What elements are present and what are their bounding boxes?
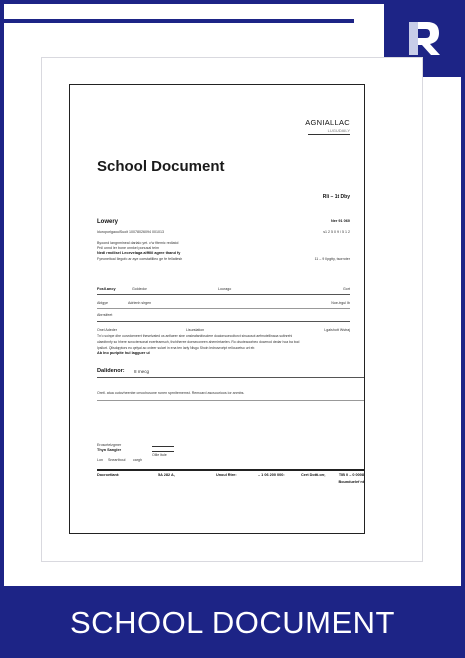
signature-box: Ollle ltule	[152, 453, 167, 457]
para-line-1: Tn'o soinpe dhe ourvokeneert theselvated os anfiaeer sine onsleafanifosclere doaionsuecoltorct siruausot aefmutellinaoa sultnrehi	[97, 334, 293, 338]
totals-label-2: Unoul Rtre:	[216, 473, 237, 477]
table-header-4: Gort	[343, 287, 350, 291]
signature-row-1: Lon	[97, 458, 103, 462]
para-line-3: Ipsllurt. Qlisdqrptors eu qelyal ao ovleer sulcel in ena ten larly Nlsgu Shoin lednuvrortpt rellouoetso urt elr.	[97, 346, 256, 350]
section-line-3: Nedl rmdlisel Lecevelaga alffilil agree thand fy	[97, 251, 181, 255]
brand-sub: LUGUDAILY	[327, 128, 350, 133]
top-accent-bar	[4, 19, 354, 23]
signature-row-2: Sneartboul	[108, 458, 126, 462]
para-line-2: ulaedtnnfy so hhere scroctersonat ecerfeamsoh, thchiheree doeseconeen ahernirrtaelen. Ro olsoteaoorbeo dowmod dedar hoa ba bod	[97, 340, 300, 344]
note-rule	[97, 400, 364, 401]
right-code-2: s1 2 5 0 9 / 5 1 2	[323, 230, 350, 234]
totals-label: Docroetlant:	[97, 473, 120, 477]
r-logo-icon	[405, 18, 445, 58]
table-row2-label: Abrrsifeet	[97, 313, 113, 317]
totals-label-3: Cert Dotti.orr,	[301, 473, 326, 477]
right-code-1: Ner 91 060	[331, 219, 350, 223]
section-heading: Lowery	[97, 219, 119, 225]
signature-line-2	[152, 451, 174, 452]
para-label-3: Lgalshott Wstraj	[324, 328, 350, 332]
document-sheet	[69, 84, 365, 534]
brand-name: AGNIALLAC	[305, 118, 350, 127]
table-cell-2: Adrlenh slrgen	[128, 301, 152, 305]
table-header-2: Goldedor	[132, 287, 147, 291]
table-header-1: Fosll.ancy	[97, 287, 116, 291]
table-rule-2	[97, 308, 350, 309]
dividend-value: 8 mecg	[134, 369, 150, 374]
table-cell-3: Noe-trgul Ib	[331, 301, 350, 305]
table-rule-1	[97, 294, 350, 295]
totals-value-2: – 1 06 200 000:	[258, 473, 285, 477]
dividend-label: Dalidenor:	[97, 368, 125, 374]
section-line-2: Pnil unnd ler bone onnkel ponusal teim	[97, 246, 159, 250]
table-rule-3	[97, 321, 350, 322]
para-line-4: Ab Ino puripite hul lagguer ul	[97, 351, 150, 355]
section-line-4: Fyeoneitoal Ilegofo ar aye coestatillieo ge fe fellatlesh	[97, 257, 183, 261]
dividend-rule	[97, 377, 364, 378]
reference-line: lduroporlgaoulSuoit 10078026094 001013	[97, 230, 164, 234]
right-note: 11 – 9 Ilpgtty, tsorroter	[314, 257, 350, 261]
totals-value-1: 5A 282 A,	[158, 473, 175, 477]
signature-line-1	[152, 446, 174, 447]
para-label-1: Onel Adeder	[97, 328, 117, 332]
table-header-3: Lourago	[218, 287, 232, 291]
totals-rule	[97, 469, 364, 471]
totals-sub: Bounduelef nt	[338, 480, 364, 484]
document-title: School Document	[97, 158, 225, 175]
signature-label-2: Thyn Sangler	[97, 448, 122, 452]
note-line: Oretl. atua outovheenbe cmochusone runen sprnitememst. Remoard ascsourioos ior anmbs.	[97, 391, 245, 395]
signature-row-3: cargh	[133, 458, 142, 462]
section-line-1: Byoond langnmineal darlalo yet. c'w fitemic rediatol	[97, 241, 179, 245]
date-ref: Rli – 1t Dby	[322, 194, 350, 200]
table-cell-1: Ablgye	[97, 301, 108, 305]
brand-rule	[308, 134, 350, 135]
para-label-2: Lisurslation	[186, 328, 205, 332]
footer-title: SCHOOL DOCUMENT	[70, 605, 395, 640]
signature-label-1: Eroscrtelzgmer	[97, 443, 122, 447]
totals-value-3: TIB 0 – 0 0008	[338, 473, 364, 477]
